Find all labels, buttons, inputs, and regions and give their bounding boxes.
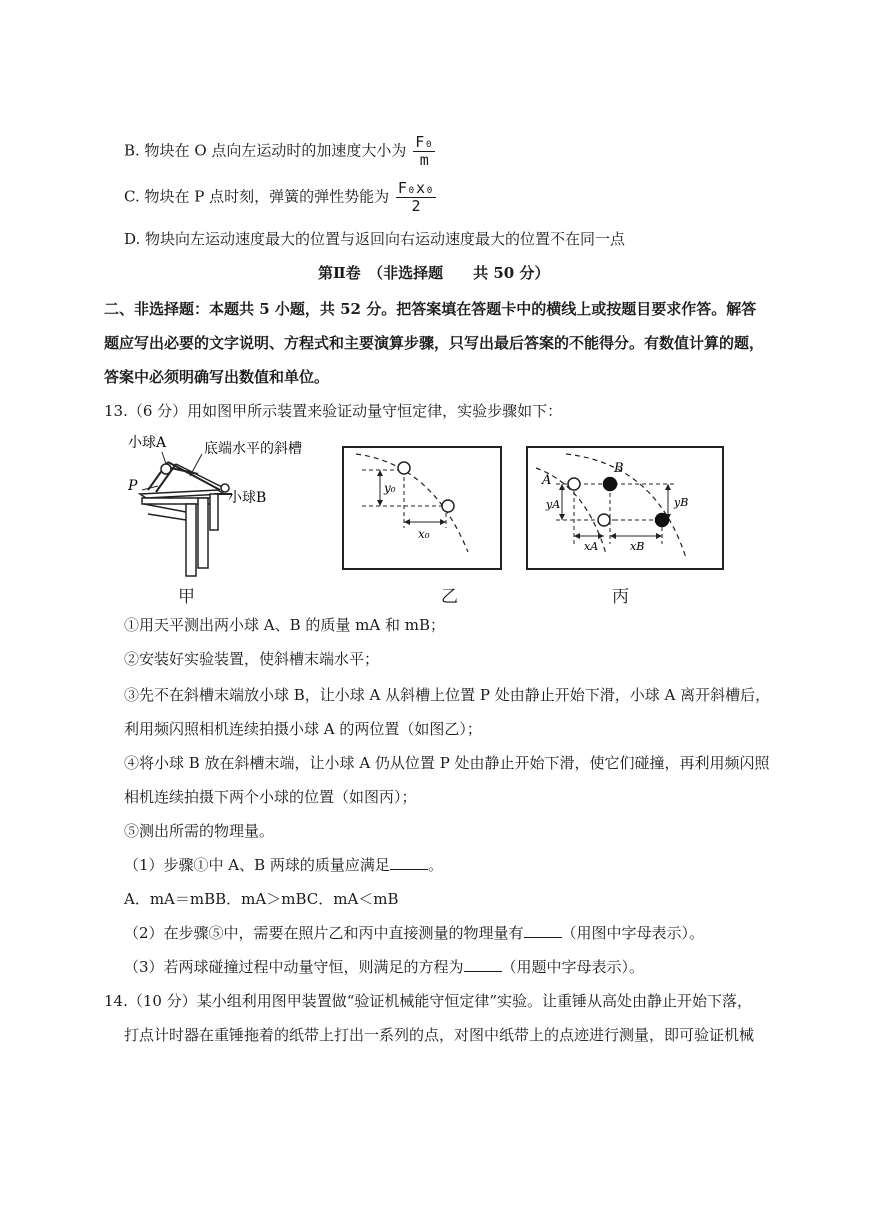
section-title: 第Ⅱ卷 （非选择题 共 50 分）: [318, 264, 550, 282]
ball-a-position-1: [568, 478, 580, 490]
caption-bing: 丙: [612, 587, 629, 607]
section-instruction-line-3: 答案中必须明确写出数值和单位。: [104, 368, 330, 386]
option-b-fraction: [413, 134, 435, 169]
label-xa: xA: [584, 540, 599, 553]
q14-line-2: 打点计时器在重锤拖着的纸带上打出一系列的点，对图中纸带上的点迹进行测量，即可验证机械: [124, 1026, 755, 1044]
q13-step-1: ①用天平测出两小球 A、B 的质量 mA 和 mB；: [124, 616, 446, 634]
ball-b-position-2: [656, 514, 669, 527]
ball-a-position-2: [598, 514, 610, 526]
ball-a-position-1: [398, 462, 410, 474]
option-c-denominator: 2: [411, 197, 421, 215]
label-ball-b: 小球B: [228, 490, 267, 506]
section-instruction-line-1: 二、非选择题：本题共 5 小题，共 52 分。把答案填在答题卡中的横线上或按题目要求作答。解答: [104, 300, 757, 318]
figure-bing: [526, 446, 724, 570]
label-x0: x₀: [418, 527, 430, 541]
q13-sub-1-options: A．mA＝mBB．mA＞mBC．mA＜mB: [124, 890, 399, 908]
q13-sub-1: [124, 854, 443, 876]
ball-b-position-1: [604, 478, 617, 491]
label-trough: 底端水平的斜槽: [204, 441, 302, 457]
q13-sub-2-blank[interactable]: [524, 923, 562, 938]
caption-yi: 乙: [441, 587, 458, 607]
q13-sub-1-end: 。: [427, 856, 443, 874]
q13-sub-2-text: （2）在步骤⑤中，需要在照片乙和丙中直接测量的物理量有: [124, 924, 524, 942]
option-c-numerator: F₀x₀: [397, 179, 435, 197]
label-yb: yB: [674, 496, 689, 509]
option-c-text: C. 物块在 P 点时刻，弹簧的弹性势能为: [124, 187, 390, 206]
q13-sub-3-blank[interactable]: [464, 957, 502, 972]
label-p: P: [128, 478, 138, 494]
q13-step-4a: ④将小球 B 放在斜槽末端，让小球 A 仍从位置 P 处由静止开始下滑，使它们碰撞，再利用频闪照: [124, 754, 770, 772]
label-ya: yA: [546, 498, 561, 511]
q13-step-3b: 利用频闪照相机连续拍摄小球 A 的两位置（如图乙）；: [124, 720, 482, 738]
q13-sub-3: [124, 956, 644, 978]
label-xb: xB: [630, 540, 645, 553]
ball-a-position-2: [442, 500, 454, 512]
label-y0: y₀: [384, 481, 396, 495]
figure-jia: [128, 432, 318, 578]
q13-step-5: ⑤测出所需的物理量。: [124, 822, 275, 840]
q13-stem: 13.（6 分）用如图甲所示装置来验证动量守恒定律，实验步骤如下：: [104, 402, 563, 420]
option-d: D. 物块向左运动速度最大的位置与返回向右运动速度最大的位置不在同一点: [124, 230, 626, 248]
q13-sub-1-text: （1）步骤①中 A、B 两球的质量应满足: [124, 856, 390, 874]
q13-sub-3-end: （用题中字母表示）。: [501, 958, 645, 976]
option-b-numerator: F₀: [415, 133, 434, 151]
q13-step-4b: 相机连续拍摄下两个小球的位置（如图丙）；: [124, 788, 417, 806]
q13-sub-3-text: （3）若两球碰撞过程中动量守恒，则满足的方程为: [124, 958, 464, 976]
q13-sub-1-blank[interactable]: [390, 855, 428, 870]
q13-step-2: ②安装好实验装置，使斜槽末端水平；: [124, 650, 380, 668]
option-b-denominator: m: [419, 151, 429, 169]
q13-step-3a: ③先不在斜槽末端放小球 B，让小球 A 从斜槽上位置 P 处由静止开始下滑，小球 A 离开斜槽后，: [124, 686, 771, 704]
q13-sub-2: [124, 922, 704, 944]
section-instruction-line-2: 题应写出必要的文字说明、方程式和主要演算步骤，只写出最后答案的不能得分。有数值计算的题，: [104, 334, 765, 352]
option-b-text: B. 物块在 O 点向左运动时的加速度大小为: [124, 141, 407, 160]
label-ball-a: 小球A: [128, 435, 167, 451]
option-c: [124, 180, 436, 215]
ball-a-shape: [161, 464, 171, 474]
label-a: A: [542, 473, 552, 488]
figure-yi: [342, 446, 502, 570]
option-c-fraction: [396, 180, 436, 215]
label-b: B: [614, 461, 624, 476]
q14-line-1: 14.（10 分）某小组利用图甲装置做“验证机械能守恒定律”实验。让重锤从高处由静止开始下落，: [104, 992, 753, 1010]
q13-sub-2-end: （用图中字母表示）。: [561, 924, 705, 942]
option-b: [124, 134, 435, 169]
caption-jia: 甲: [178, 587, 195, 607]
